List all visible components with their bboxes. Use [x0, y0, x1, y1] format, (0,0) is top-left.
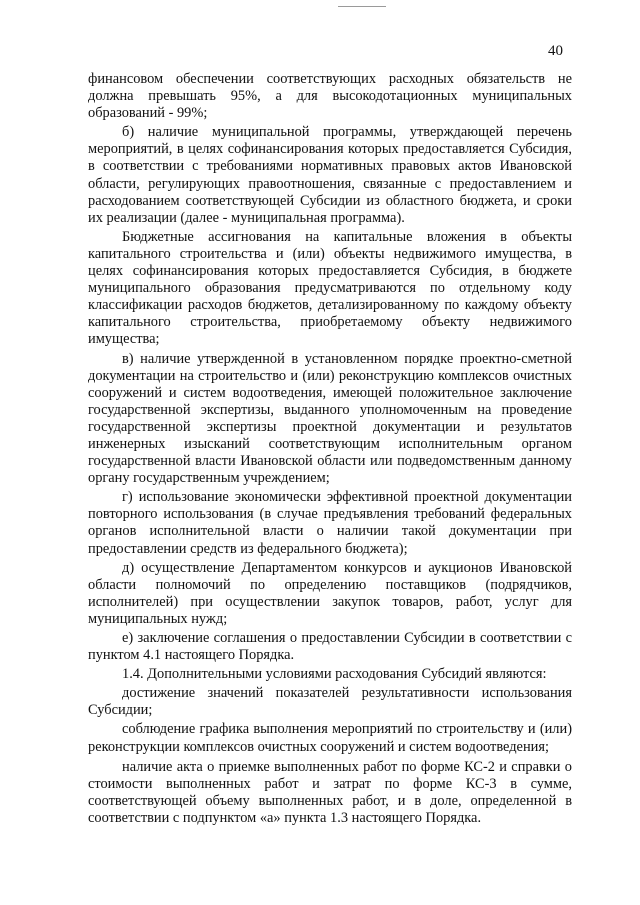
paragraph-item-e: е) заключение соглашения о предоставлении Субсидии в соответствии с пунктом 4.1 настоящего Порядка. — [88, 630, 572, 664]
paragraph-section-1-4: 1.4. Дополнительными условиями расходования Субсидий являются: — [122, 666, 547, 683]
paragraph-condition-schedule: соблюдение графика выполнения мероприятий по строительству и (или) реконструкции комплексов очистных сооружений и систем водоотведения; — [88, 721, 572, 755]
page-number: 40 — [548, 43, 563, 59]
paragraph-continuation: финансовом обеспечении соответствующих расходных обязательств не должна превышать 95%, а для высокодотационных муниципальных образований - 99%; — [88, 71, 572, 122]
document-body — [88, 71, 572, 829]
paragraph-condition-indicators: достижение значений показателей результативности использования Субсидии; — [88, 685, 572, 719]
paragraph-item-g: г) использование экономически эффективной проектной документации повторного использования (в случае предъявления требований федеральных органов исполнительной власти о наличии такой документации при предоставлении средств из федерального бюджета); — [88, 489, 572, 557]
scan-artifact-line — [338, 6, 386, 7]
paragraph-item-v: в) наличие утвержденной в установленном порядке проектно-сметной документации на строительство и (или) реконструкцию комплексов очистных сооружений и систем водоотведения, имеющей положительное заключение государственной экспертизы, выданного уполномоченным на проведение государственной экспертизы проектной документации и результатов инженерных изысканий соответствующим исполнительным органом государственной власти Ивановской области или подведомственным данному органу государственным учреждением; — [88, 350, 572, 487]
paragraph-item-b: б) наличие муниципальной программы, утверждающей перечень мероприятий, в целях софинансирования которых предоставляется Субсидия, в соответствии с требованиями нормативных правовых актов Ивановской области, регулирующих правоотношения, связанные с предоставлением и расходованием соответствующей Субсидии из областного бюджета, и сроки их реализации (далее - муниципальная программа). — [88, 124, 572, 226]
paragraph-condition-acts: наличие акта о приемке выполненных работ по форме КС-2 и справки о стоимости выполненных работ и затрат по форме КС-3 в сумме, соответствующей объему выполненных работ, и в доле, определенной в соответствии с подпунктом «а» пункта 1.3 настоящего Порядка. — [88, 758, 572, 826]
paragraph-item-d: д) осуществление Департаментом конкурсов и аукционов Ивановской области полномочий по определению поставщиков (подрядчиков, исполнителей) при осуществлении закупок товаров, работ, услуг для муниципальных нужд; — [88, 559, 572, 627]
paragraph-budget-allocations: Бюджетные ассигнования на капитальные вложения в объекты капитального строительства и (или) объекты недвижимого имущества, в целях софинансирования которых предоставляется Субсидия, в бюджете муниципального образования предусматриваются по отдельному коду классификации расходов бюджетов, детализированному по каждому объекту капитального строительства, приобретаемому объекту недвижимого имущества; — [88, 228, 572, 348]
